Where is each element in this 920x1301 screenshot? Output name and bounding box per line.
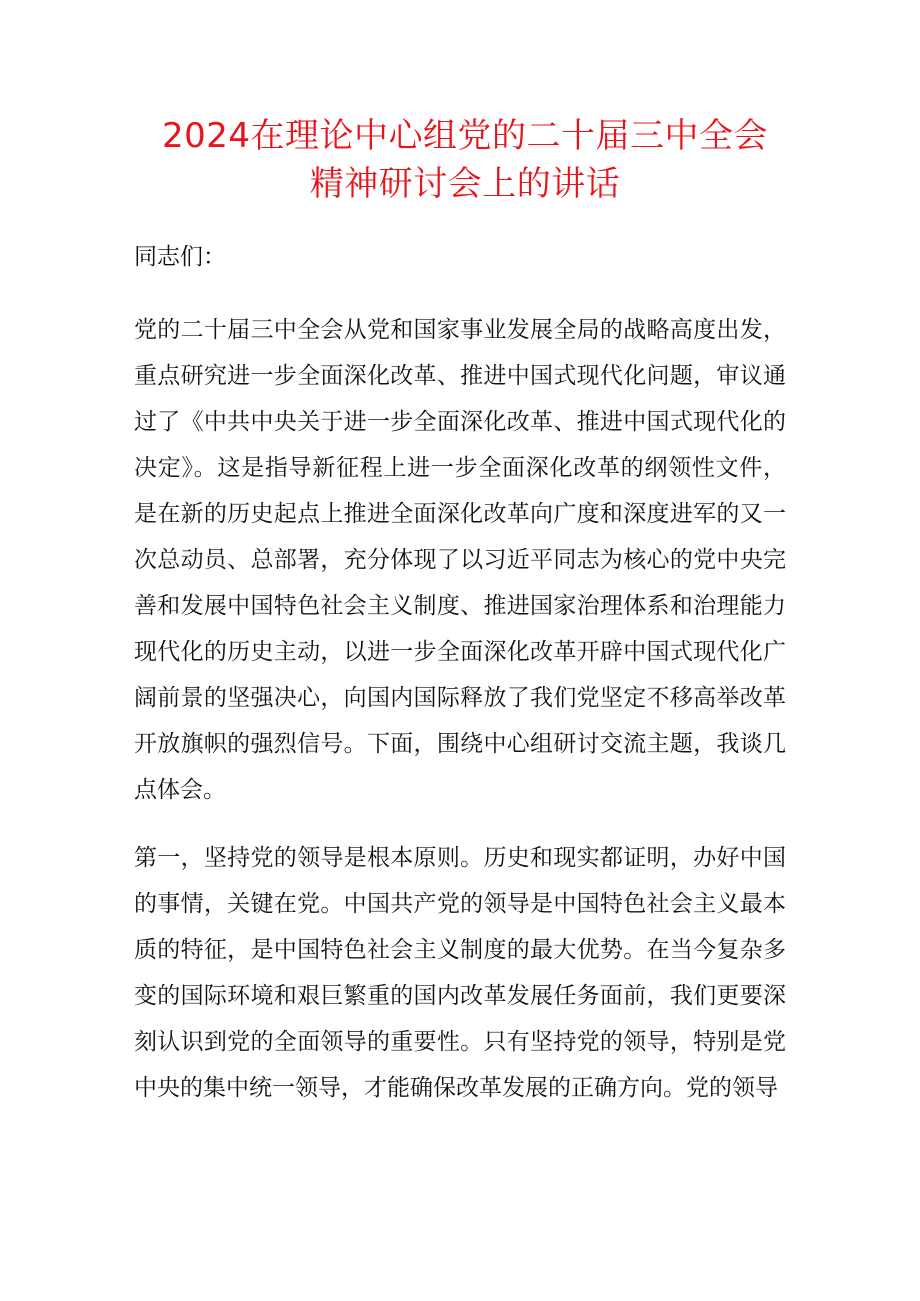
title-line-1: 2024在理论中心组党的二十届三中全会 <box>161 116 769 156</box>
document-body <box>134 236 786 1133</box>
paragraph-first-point: 第一，坚持党的领导是根本原则。历史和现实都证明，办好中国的事情，关键在党。中国共产党的领导是中国特色社会主义最本质的特征，是中国特色社会主义制度的最大优势。在当今复杂多变的国际环境和艰巨繁重的国内改革发展任务面前，我们更要深刻认识到党的全面领导的重要性。只有坚持党的领导，特别是党中央的集中统一领导，才能确保改革发展的正确方向。党的领导 <box>134 845 786 1101</box>
salutation: 同志们： <box>134 244 226 270</box>
paragraph-intro: 党的二十届三中全会从党和国家事业发展全局的战略高度出发，重点研究进一步全面深化改革、推进中国式现代化问题，审议通过了《中共中央关于进一步全面深化改革、推进中国式现代化的决定》。这是指导新征程上进一步全面深化改革的纲领性文件，是在新的历史起点上推进全面深化改革向广度和深度进军的又一次总动员、总部署，充分体现了以习近平同志为核心的党中央完善和发展中国特色社会主义制度、推进国家治理体系和治理能力现代化的历史主动，以进一步全面深化改革开辟中国式现代化广阔前景的坚强决心，向国内国际释放了我们党坚定不移高举改革开放旗帜的强烈信号。下面，围绕中心组研讨交流主题，我谈几点体会。 <box>134 317 786 803</box>
title-line-2: 精神研讨会上的讲话 <box>309 164 621 204</box>
document-title <box>120 112 810 208</box>
